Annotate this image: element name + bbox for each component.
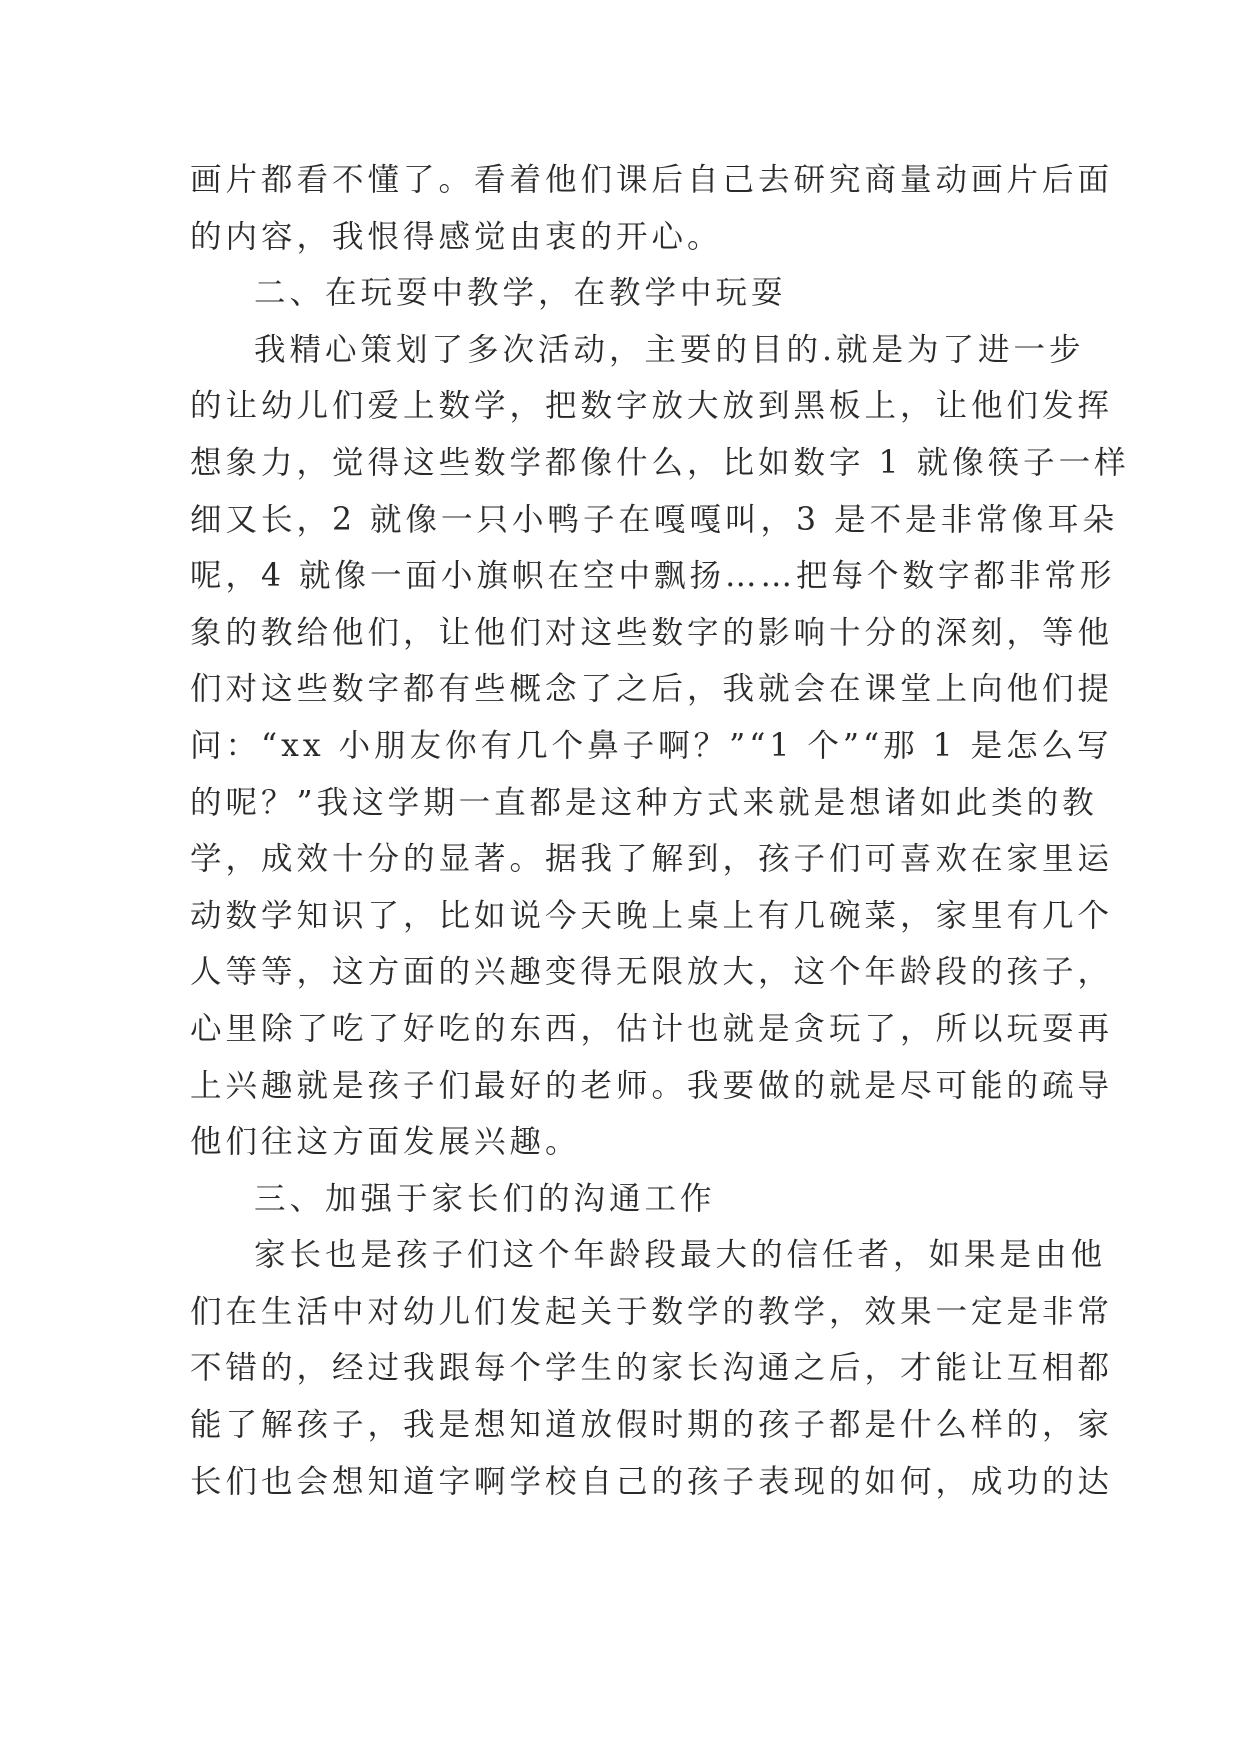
text-line: 人等等，这方面的兴趣变得无限放大，这个年龄段的孩子，	[190, 954, 1114, 991]
text-line: 们对这些数字都有些概念了之后，我就会在课堂上向他们提	[190, 671, 1114, 708]
text-line: 想象力，觉得这些数学都像什么，比如数字 1 就像筷子一样	[190, 444, 1130, 481]
text-line: 学，成效十分的显著。据我了解到，孩子们可喜欢在家里运	[190, 841, 1114, 878]
document-body	[190, 152, 1130, 1510]
text-line: 细又长，2 就像一只小鸭子在嘎嘎叫，3 是不是非常像耳朵	[190, 501, 1119, 538]
text-line: 上兴趣就是孩子们最好的老师。我要做的就是尽可能的疏导	[190, 1067, 1114, 1104]
section-heading: 三、加强于家长们的沟通工作	[254, 1180, 716, 1217]
text-line: 呢，4 就像一面小旗帜在空中飘扬……把每个数字都非常形	[190, 558, 1116, 595]
text-line: 动数学知识了，比如说今天晚上桌上有几碗菜，家里有几个	[190, 897, 1114, 934]
text-line: 的呢？”我这学期一直都是这种方式来就是想诸如此类的教	[190, 784, 1098, 821]
text-line: 长们也会想知道字啊学校自己的孩子表现的如何，成功的达	[190, 1463, 1114, 1500]
text-line: 不错的，经过我跟每个学生的家长沟通之后，才能让互相都	[190, 1350, 1114, 1387]
section-heading: 二、在玩耍中教学，在教学中玩耍	[254, 275, 787, 312]
text-line: 能了解孩子，我是想知道放假时期的孩子都是什么样的，家	[190, 1407, 1114, 1444]
text-line: 们在生活中对幼儿们发起关于数学的教学，效果一定是非常	[190, 1293, 1114, 1330]
text-line: 问：“xx 小朋友你有几个鼻子啊？”“1 个”“那 1 是怎么写	[190, 727, 1113, 764]
text-line: 的让幼儿们爱上数学，把数字放大放到黑板上，让他们发挥	[190, 388, 1114, 425]
text-line: 他们往这方面发展兴趣。	[190, 1124, 581, 1161]
text-line: 象的教给他们，让他们对这些数字的影响十分的深刻，等他	[190, 614, 1114, 651]
text-line: 心里除了吃了好吃的东西，估计也就是贪玩了，所以玩耍再	[190, 1010, 1114, 1047]
paragraph-first-line: 我精心策划了多次活动，主要的目的.就是为了进一步	[254, 331, 1085, 368]
paragraph-first-line: 家长也是孩子们这个年龄段最大的信任者，如果是由他	[254, 1237, 1107, 1274]
text-line: 的内容，我恨得感觉由衷的开心。	[190, 218, 723, 255]
text-line: 画片都看不懂了。看着他们课后自己去研究商量动画片后面	[190, 162, 1114, 198]
